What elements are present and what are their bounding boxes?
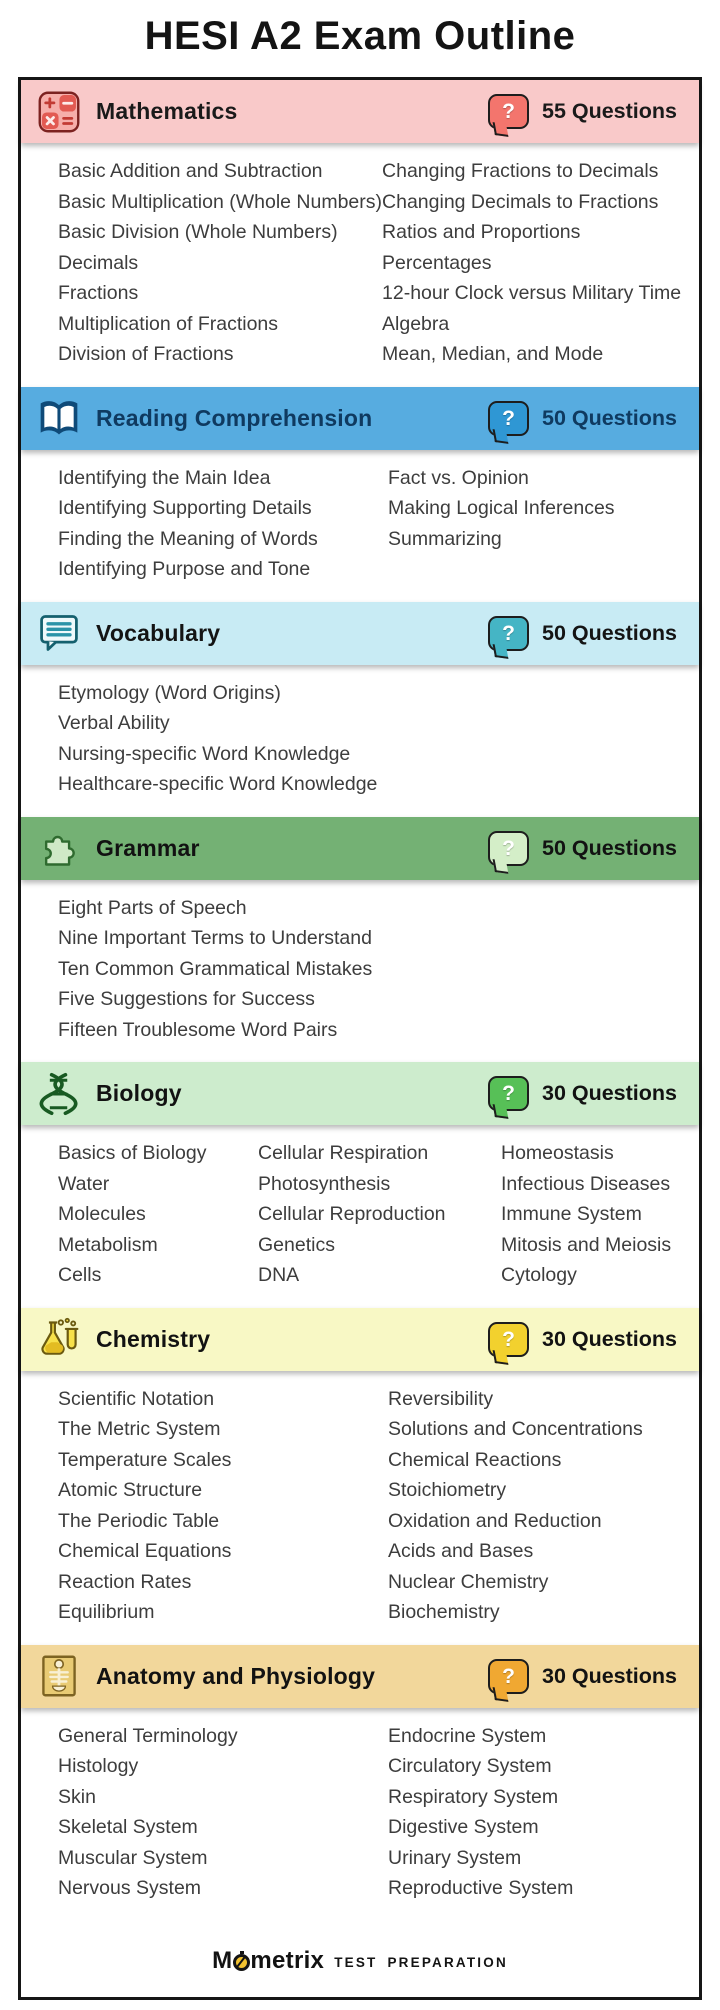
topic-item: Eight Parts of Speech: [58, 896, 247, 919]
section-chemistry: [21, 1308, 699, 1645]
section-header: [21, 602, 699, 665]
topic-item: Digestive System: [388, 1816, 539, 1838]
topic-item: Nuclear Chemistry: [388, 1570, 549, 1593]
section-title: Grammar: [96, 834, 200, 861]
topic-item: Infectious Diseases: [501, 1172, 671, 1195]
topic-item: Chemical Equations: [58, 1540, 232, 1562]
topic-item: Molecules: [58, 1203, 146, 1225]
section-title: Biology: [96, 1080, 182, 1106]
topics-list: [21, 665, 699, 817]
topics-list: [21, 450, 699, 602]
topics-list: [21, 1708, 699, 1921]
topic-item: Respiratory System: [388, 1785, 559, 1808]
topic-item: Decimals: [58, 251, 139, 274]
topic-item: Cellular Respiration: [258, 1142, 429, 1164]
footer: [21, 1921, 699, 1997]
question-count: 50 Questions: [541, 835, 677, 860]
topic-item: Fractions: [58, 282, 139, 304]
topic-item: Genetics: [258, 1233, 335, 1256]
topic-item: Verbal Ability: [58, 712, 170, 734]
section-vocabulary: [21, 602, 699, 817]
topic-item: Basic Multiplication (Whole Numbers): [58, 190, 383, 213]
topic-item: Photosynthesis: [258, 1172, 391, 1195]
topic-item: Summarizing: [388, 527, 502, 550]
question-bubble-icon: ?: [488, 94, 529, 129]
topic-item: Reversibility: [388, 1387, 494, 1410]
section-header: [21, 387, 699, 450]
topic-item: General Terminology: [58, 1724, 238, 1747]
question-bubble-icon: ?: [488, 1659, 529, 1694]
topic-item: Urinary System: [388, 1846, 522, 1869]
topic-item: Atomic Structure: [58, 1479, 203, 1501]
speech-bubble-lines-icon: [36, 610, 82, 656]
skeleton-icon: [36, 1653, 82, 1699]
topic-item: Percentages: [382, 251, 492, 274]
topics-column: [382, 156, 681, 370]
question-bubble-icon: ?: [488, 1322, 529, 1357]
topics-column: [58, 678, 681, 800]
topic-item: Basic Division (Whole Numbers): [58, 221, 338, 243]
topics-list: [21, 880, 699, 1063]
topic-item: Algebra: [382, 312, 450, 335]
topics-column: [388, 1384, 681, 1628]
section-reading-comprehension: [21, 387, 699, 602]
topic-item: Mean, Median, and Mode: [382, 343, 604, 365]
topics-column: [58, 1721, 388, 1904]
topic-item: Basics of Biology: [58, 1142, 207, 1164]
topics-column: [58, 1138, 258, 1291]
topic-item: Immune System: [501, 1203, 642, 1225]
topics-column: [388, 1721, 681, 1904]
topic-item: Metabolism: [58, 1233, 158, 1256]
sections-root: [21, 80, 699, 1921]
topic-item: Fifteen Troublesome Word Pairs: [58, 1018, 338, 1041]
section-grammar: [21, 817, 699, 1063]
topic-item: Etymology (Word Origins): [58, 681, 281, 704]
section-mathematics: [21, 80, 699, 387]
question-bubble-icon: ?: [488, 1076, 529, 1111]
topic-item: Multiplication of Fractions: [58, 312, 279, 335]
topics-column: [58, 156, 382, 370]
topic-item: Muscular System: [58, 1846, 208, 1869]
topic-item: Identifying Supporting Details: [58, 497, 312, 519]
topic-item: Reaction Rates: [58, 1570, 192, 1593]
topic-item: Water: [58, 1172, 110, 1195]
topics-list: [21, 143, 699, 387]
topic-item: Cytology: [501, 1264, 577, 1286]
brand-prefix: M: [212, 1946, 233, 1974]
brand-suffix: metrix: [250, 1946, 325, 1974]
topic-item: Identifying Purpose and Tone: [58, 558, 311, 580]
topic-item: Ten Common Grammatical Mistakes: [58, 957, 373, 980]
footer-tagline: TEST PREPARATION: [334, 1955, 508, 1970]
topic-item: Nine Important Terms to Understand: [58, 927, 372, 949]
topic-item: Stoichiometry: [388, 1479, 507, 1501]
topics-column: [388, 463, 681, 585]
topic-item: Fact vs. Opinion: [388, 466, 529, 489]
topic-item: Oxidation and Reduction: [388, 1509, 602, 1532]
topic-item: Skin: [58, 1785, 96, 1808]
page-title: HESI A2 Exam Outline: [144, 14, 576, 58]
topic-item: Mitosis and Meiosis: [501, 1233, 672, 1256]
section-title: Mathematics: [96, 98, 238, 124]
open-book-icon: [36, 395, 82, 441]
question-bubble-icon: ?: [488, 616, 529, 651]
section-header: [21, 80, 699, 143]
topic-item: Reproductive System: [388, 1877, 574, 1899]
flask-icon: [36, 1316, 82, 1362]
topics-column: [258, 1138, 501, 1291]
topic-item: Solutions and Concentrations: [388, 1418, 643, 1440]
topic-item: Homeostasis: [501, 1142, 614, 1164]
topic-item: Making Logical Inferences: [388, 497, 615, 519]
topic-item: Division of Fractions: [58, 343, 234, 365]
topic-item: Nervous System: [58, 1877, 202, 1899]
section-title: Anatomy and Physiology: [96, 1662, 376, 1689]
dna-icon: [36, 1071, 82, 1117]
topic-item: Chemical Reactions: [388, 1448, 562, 1471]
section-header: [21, 817, 699, 880]
question-count: 30 Questions: [541, 1663, 677, 1688]
section-title: Reading Comprehension: [96, 404, 373, 431]
topic-item: Equilibrium: [58, 1601, 155, 1623]
outline-container: [18, 77, 702, 2000]
topics-column: [58, 1384, 388, 1628]
topic-item: Skeletal System: [58, 1816, 198, 1838]
topic-item: Identifying the Main Idea: [58, 466, 271, 489]
topic-item: Changing Decimals to Fractions: [382, 190, 659, 213]
topic-item: The Periodic Table: [58, 1509, 220, 1532]
topics-column: [501, 1138, 681, 1291]
topic-item: Acids and Bases: [388, 1540, 534, 1562]
topic-item: Endocrine System: [388, 1724, 547, 1747]
topic-item: Finding the Meaning of Words: [58, 527, 318, 550]
topic-item: Cells: [58, 1264, 102, 1286]
topic-item: The Metric System: [58, 1418, 221, 1440]
question-bubble-icon: ?: [488, 831, 529, 866]
topic-item: Nursing-specific Word Knowledge: [58, 742, 351, 765]
topic-item: 12-hour Clock versus Military Time: [382, 282, 682, 304]
section-anatomy-and-physiology: [21, 1645, 699, 1921]
topic-item: Biochemistry: [388, 1601, 500, 1623]
puzzle-piece-icon: [36, 825, 82, 871]
question-count: 30 Questions: [541, 1326, 677, 1351]
topic-item: Five Suggestions for Success: [58, 988, 315, 1010]
calculator-icon: [36, 89, 82, 135]
section-title: Chemistry: [96, 1325, 211, 1352]
topic-item: Ratios and Proportions: [382, 221, 581, 243]
question-count: 50 Questions: [541, 405, 677, 430]
section-header: [21, 1308, 699, 1371]
topics-list: [21, 1125, 699, 1308]
topic-item: Temperature Scales: [58, 1448, 232, 1471]
topics-column: [58, 893, 681, 1046]
topic-item: Basic Addition and Subtraction: [58, 160, 323, 182]
topic-item: Histology: [58, 1755, 139, 1777]
question-bubble-icon: ?: [488, 401, 529, 436]
topics-column: [58, 463, 388, 585]
footer-logo: [212, 1947, 324, 1975]
topic-item: Scientific Notation: [58, 1387, 215, 1410]
section-header: [21, 1645, 699, 1708]
topic-item: Cellular Reproduction: [258, 1203, 446, 1225]
topic-item: Healthcare-specific Word Knowledge: [58, 773, 378, 795]
stopwatch-o-icon: [233, 1954, 250, 1971]
section-title: Vocabulary: [96, 619, 221, 646]
topic-item: Changing Fractions to Decimals: [382, 160, 659, 182]
question-count: 30 Questions: [541, 1081, 677, 1105]
section-biology: [21, 1062, 699, 1308]
question-count: 55 Questions: [541, 99, 677, 123]
topic-item: Circulatory System: [388, 1755, 552, 1777]
topic-item: DNA: [258, 1264, 300, 1286]
question-count: 50 Questions: [541, 620, 677, 645]
section-header: [21, 1062, 699, 1125]
topics-list: [21, 1371, 699, 1645]
